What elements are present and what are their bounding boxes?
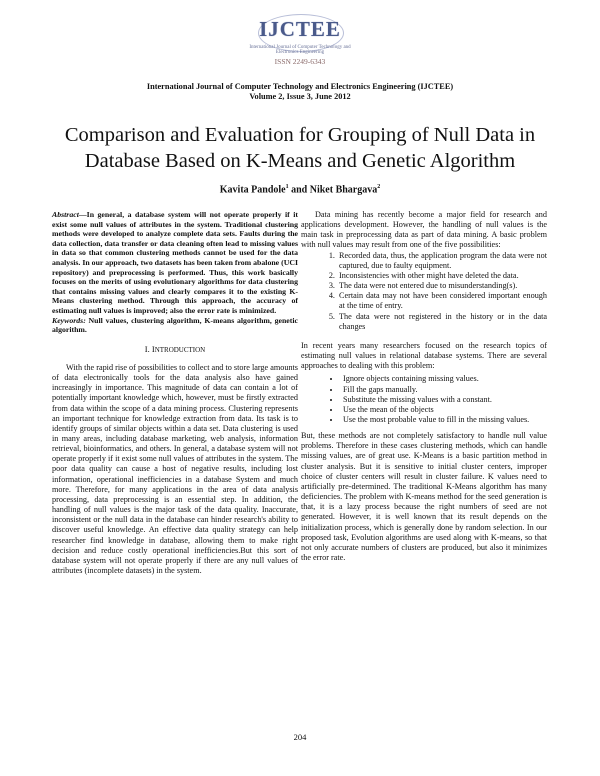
section-heading-introduction: I. INTRODUCTION <box>144 343 206 354</box>
issn: ISSN 2249-6343 <box>274 57 326 66</box>
keywords <box>52 316 298 335</box>
list-item: 2. Inconsistencies with other might have deleted the data. <box>337 271 547 281</box>
right-column <box>301 210 547 563</box>
right-paragraph-2: In recent years many researchers focused on the research topics of estimating null values in relational database systems. There are several approaches to dealing with this problem: <box>301 340 547 371</box>
authors <box>0 184 600 195</box>
journal-volume: Volume 2, Issue 3, June 2012 <box>249 92 351 101</box>
author-1-affiliation: 1 <box>285 184 289 190</box>
list-item: • Substitute the missing values with a constant. <box>341 395 547 405</box>
list-item: 5. The data were not registered in the history or in the data changes <box>337 312 547 332</box>
author-1: Kavita Pandole <box>219 184 286 196</box>
paper-title: Comparison and Evaluation for Grouping of Null Data in Database Based on K-Means and Genetic Algorithm <box>64 124 536 172</box>
list-item: 4. Certain data may not have been considered important enough at the time of entry. <box>337 291 547 311</box>
journal-header <box>0 14 600 102</box>
list-item: • Fill the gaps manually. <box>341 385 547 395</box>
abstract-text: In general, a database system will not operate properly if it exist some null values of attributes in the system. Traditional clustering methods were developed to analyze complete data sets. Faults during the data collection, data transfer or data cleaning often lead to missing values in data so that common clustering methods cannot be used for the data analysis. In our approach, two datasets has been taken from abalone (UCI repository) and preprocessing is performed. Thus, this work basically focuses on the merits of using evolutionary algorithms for data clustering that contains missing values and clearly compares it to the existing K-Means clustering method. Through this approach, the accuracy of estimating null values is improved; also the error rate is minimized. <box>52 210 298 315</box>
page-number: 204 <box>293 732 307 742</box>
null-value-causes-list <box>301 251 547 332</box>
approaches-list <box>301 374 547 425</box>
abstract-lead: Abstract— <box>52 210 87 219</box>
journal-logo <box>240 14 360 74</box>
author-2-affiliation: 2 <box>377 184 381 190</box>
journal-name: International Journal of Computer Technology and Electronics Engineering (IJCTEE) <box>146 82 454 91</box>
list-item: • Use the mean of the objects <box>341 405 547 415</box>
list-item: • Ignore objects containing missing values. <box>341 374 547 384</box>
author-and: and <box>288 184 310 196</box>
logo-text: IJCTEE <box>259 17 341 41</box>
keywords-text: Null values, clustering algorithm, K-means algorithm, genetic algorithm. <box>52 315 298 335</box>
list-item: 3. The data were not entered due to misunderstanding(s). <box>337 281 547 291</box>
logo-tagline: International Journal of Computer Technology and Electronics Engineering <box>249 45 351 55</box>
intro-paragraph: With the rapid rise of possibilities to collect and to store large amounts of data electronically tools for the data analysis also have gained increasingly in importance. This magnitude of data can contain a lot of potentially important knowledge which, however, must be firstly extracted from data within the scope of a data mining process. Clustering represents an important technique for knowledge extraction from data. Its task is to identify groups of similar objects within a data set. Data clustering is used in many areas, including database marketing, web analysis, information retrieval, bioinformatics, and others. In general, a database system will not operate properly if it exist some null values of attributes in the system. The poor data quality can cause a host of negative results, including lost information, operational inefficiencies in a database System and much more. Therefore, for many applications in the area of data analysis processing, data preprocessing is an essential step. In addition, the handling of null values is the major task of the data quality. Inaccurate, inconsistent or the null data in the database can hinder research's ability to discover useful knowledge. An effective data quality strategy can help researcher find knowledge in database, allowing them to make right decision and reduce costly operational inefficiencies.But this sort of database system will not operate properly if there are any null values of attributes (incomplete datasets) in the system. <box>52 362 298 575</box>
abstract <box>52 210 298 316</box>
list-item: 1. Recorded data, thus, the application program the data were not captured, due to faulty equipment. <box>337 251 547 271</box>
left-column <box>52 210 298 576</box>
author-2: Niket Bhargava <box>309 184 378 196</box>
keywords-lead: Keywords: <box>52 315 86 325</box>
right-paragraph-3: But, these methods are not completely satisfactory to handle null value problems. Therefore in these cases clustering methods, which can handle missing values, are of great use. K-Means is a basic partition method in cluster analysis. But it is sensitive to initial cluster centers, improper choice of cluster centers will result in cluster failure. K values need to artificially pre-determined. The traditional K-Means algorithm has many deficiencies. The problem with K-means method for the seed generation is that, it is a lazy process because the right numbers of seed are not generated. However, it is well known that its result depends on the initialization process, which is generally done by random selection. In our proposed task, Evolution algorithms are used along with K-means, so that not only accurate numbers of clusters are produced, but also it minimizes the error rate. <box>301 431 547 562</box>
right-paragraph-1: Data mining has recently become a major field for research and applications development. However, the handling of null values is the main task in preprocessing data as part of data mining. A basic problem with null values may result from one of the five possibilities: <box>301 210 547 250</box>
list-item: • Use the most probable value to fill in the missing values. <box>341 415 547 425</box>
